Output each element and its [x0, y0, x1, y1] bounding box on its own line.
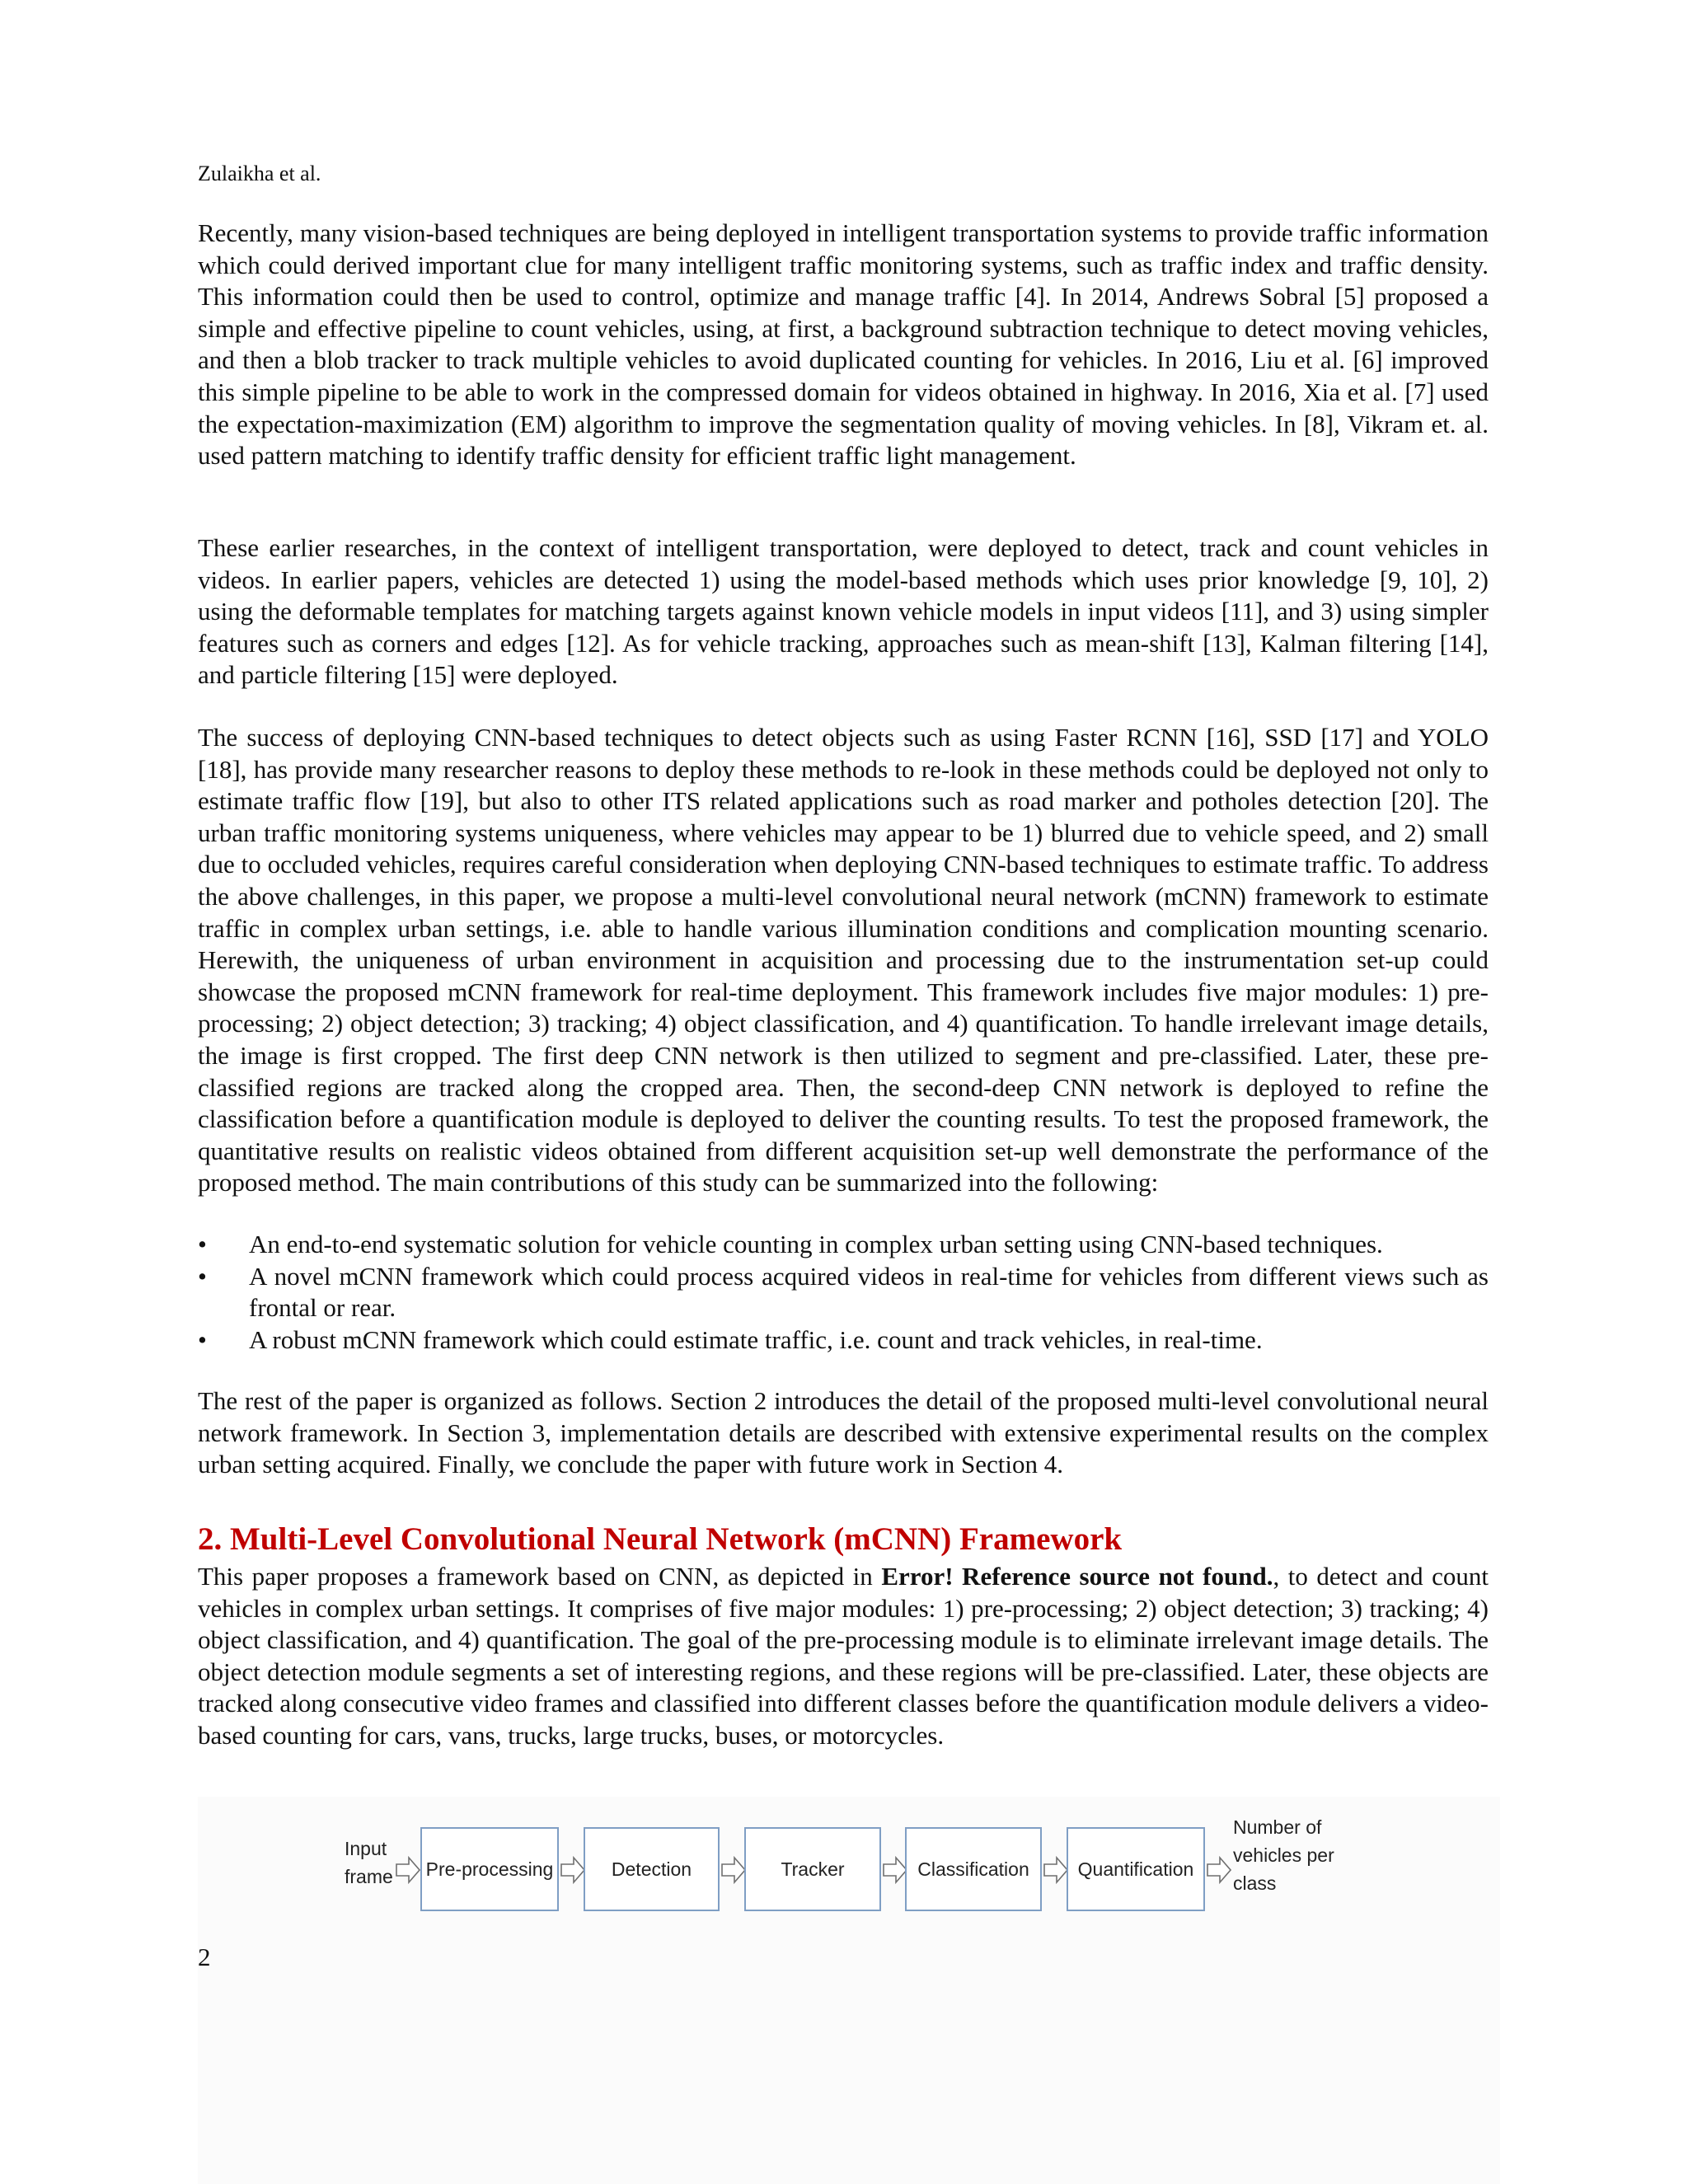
- arrow-right-icon: [396, 1856, 420, 1884]
- input-label: [345, 1835, 393, 1891]
- preprocessing-box: Pre-processing: [420, 1827, 559, 1911]
- paragraph-text: Recently, many vision-based techniques are being deployed in intelligent transportation systems to provide traffic information which could derived important clue for many intelligent traffic monitoring systems, such as traffic index and traffic density. This information could then be used to control, optimize and manage traffic [4]. In 2014, Andrews Sobral [5] proposed a simple and effective pipeline to count vehicles, using, at first, a background subtraction technique to detect moving vehicles, and then a blob tracker to track multiple vehicles to avoid duplicated counting for vehicles. In 2016, Liu et al. [6] improved this simple pipeline to be able to work in the compressed domain for videos obtained in highway. In 2016, Xia et al. [7] used the expectation-maximization (EM) algorithm to improve the segmentation quality of moving vehicles. In [8], Vikram et. al. used pattern matching to identify traffic density for efficient traffic light management.: [198, 218, 1489, 471]
- pipeline-figure: [198, 1797, 1500, 1945]
- paragraph-text-end: , to detect and count vehicles in complex urban settings. It comprises of five major modules: 1) pre-processing; 2) object detection; 3) tracking; 4) object classification, and 4) quantification. The goal of the pre-processing module is to eliminate irrelevant image details. The object detection module segments a set of interesting regions, and these regions will be pre-classified. Later, these objects are tracked along consecutive video frames and classified into different classes before the quantification module delivers a video-based counting for cars, vans, trucks, large trucks, buses, or motorcycles.: [198, 1562, 1489, 1750]
- paragraph-organization: [198, 1385, 1489, 1481]
- bullet-icon: •: [198, 1230, 207, 1258]
- arrow-right-icon: [721, 1856, 746, 1884]
- bullet-icon: •: [198, 1324, 207, 1354]
- paragraph-intro: [198, 218, 1489, 472]
- paragraph-framework: [198, 1561, 1489, 1752]
- arrow-right-icon: [1043, 1856, 1068, 1884]
- output-label-line: class: [1233, 1872, 1277, 1894]
- paragraph-text: These earlier researches, in the context of intelligent transportation, were deployed to detect, track and count vehicles in videos. In earlier papers, vehicles are detected 1) using the model-based methods which uses prior knowledge [9, 10], 2) using the deformable templates for matching targets against known vehicle models in input videos [11], and 3) using simpler features such as corners and edges [12]. As for vehicle tracking, approaches such as mean-shift [13], Kalman filtering [14], and particle filtering [15] were deployed.: [198, 533, 1489, 690]
- input-label-line: frame: [345, 1866, 393, 1887]
- input-label-line: Input: [345, 1838, 387, 1859]
- detection-box: Detection: [584, 1827, 720, 1911]
- paragraph-cnn-success: [198, 722, 1489, 1199]
- output-label: [1233, 1813, 1334, 1897]
- list-item: [198, 1324, 1489, 1357]
- paragraph-text: The success of deploying CNN-based techniques to detect objects such as using Faster RCNN [16], SSD [17] and YOLO [18], has provide many researcher reasons to deploy these methods to re-look in these methods could be deployed not only to estimate traffic flow [19], but also to other ITS related applications such as road marker and potholes detection [20]. The urban traffic monitoring systems uniqueness, where vehicles may appear to be 1) blurred due to vehicle speed, and 2) small due to occluded vehicles, requires careful consideration when deploying CNN-based techniques to estimate traffic. To address the above challenges, in this paper, we propose a multi-level convolutional neural network (mCNN) framework to estimate traffic in complex urban settings, i.e. able to handle various illumination conditions and complication mounting scenario. Herewith, the uniqueness of urban environment in acquisition and processing due to the instrumentation set-up could showcase the proposed mCNN framework for real-time deployment. This framework includes five major modules: 1) pre-processing; 2) object detection; 3) tracking; 4) object classification, and 4) quantification. To handle irrelevant image details, the image is first cropped. The first deep CNN network is then utilized to segment and pre-classified. Later, these pre-classified regions are tracked along the cropped area. Then, the second-deep CNN network is deployed to refine the classification before a quantification module is deployed to deliver the counting results. To test the proposed framework, the quantitative results on realistic videos obtained from different acquisition set-up well demonstrate the performance of the proposed method. The main contributions of this study can be summarized into the following:: [198, 723, 1489, 1197]
- running-header: Zulaikha et al.: [198, 162, 321, 185]
- paragraph-earlier-research: [198, 532, 1489, 691]
- output-label-line: vehicles per: [1233, 1844, 1334, 1866]
- arrow-right-icon: [560, 1856, 585, 1884]
- arrow-right-icon: [1207, 1856, 1231, 1884]
- list-item: [198, 1229, 1489, 1261]
- bullet-icon: •: [198, 1261, 207, 1291]
- contributions-list: [198, 1229, 1489, 1356]
- list-item-text: An end-to-end systematic solution for vehicle counting in complex urban setting using CNN-based techniques.: [249, 1230, 1383, 1258]
- quantification-box: Quantification: [1067, 1827, 1205, 1911]
- section-heading: 2. Multi-Level Convolutional Neural Network (mCNN) Framework: [198, 1521, 1123, 1557]
- list-item-text: A novel mCNN framework which could process acquired videos in real-time for vehicles from different views such as frontal or rear.: [249, 1261, 1489, 1323]
- page-number: 2: [198, 1943, 211, 1971]
- error-reference: Error! Reference source not found.: [881, 1562, 1273, 1591]
- list-item-text: A robust mCNN framework which could estimate traffic, i.e. count and track vehicles, in real-time.: [249, 1324, 1263, 1354]
- paragraph-text: [198, 1561, 1489, 1752]
- paragraph-text: The rest of the paper is organized as follows. Section 2 introduces the detail of the proposed multi-level convolutional neural network framework. In Section 3, implementation details are described with extensive experimental results on the complex urban setting acquired. Finally, we conclude the paper with future work in Section 4.: [198, 1386, 1489, 1479]
- classification-box: Classification: [905, 1827, 1042, 1911]
- arrow-right-icon: [883, 1856, 907, 1884]
- list-item: [198, 1261, 1489, 1324]
- paragraph-text-start: This paper proposes a framework based on CNN, as depicted in: [198, 1562, 882, 1591]
- tracker-box: Tracker: [744, 1827, 881, 1911]
- output-label-line: Number of: [1233, 1816, 1322, 1838]
